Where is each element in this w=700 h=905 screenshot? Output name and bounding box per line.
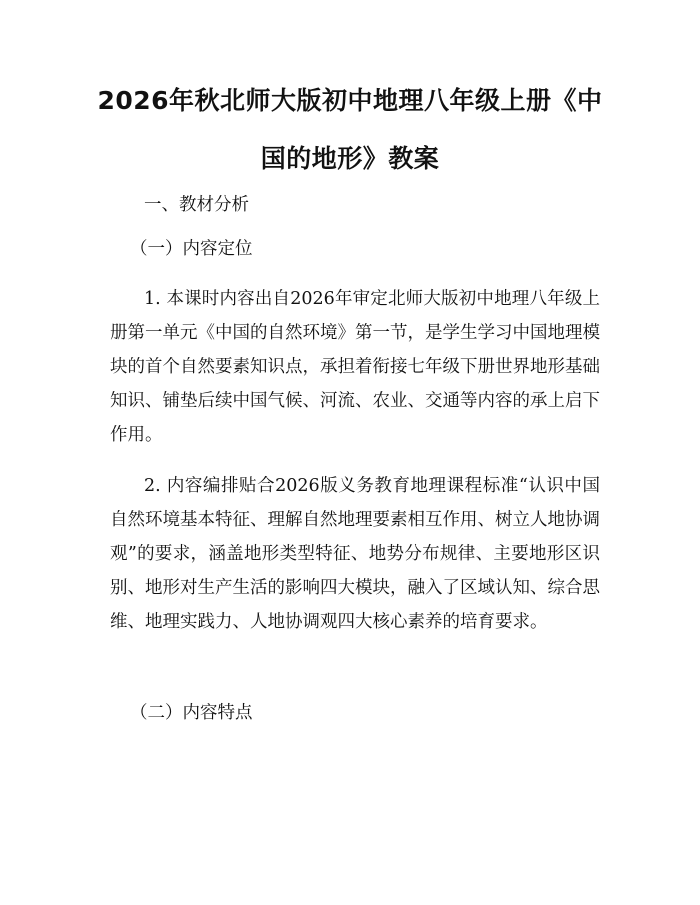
paragraph-curriculum-alignment: 2. 内容编排贴合2026版义务教育地理课程标准“认识中国自然环境基本特征、理解自然地理要素相互作用、树立人地协调观”的要求，涵盖地形类型特征、地势分布规律、主要地形区识别、地形对生产生活的影响四大模块，融入了区域认知、综合思维、地理实践力、人地协调观四大核心素养的培育要求。 — [110, 476, 600, 632]
paragraph-content-source: 1. 本课时内容出自2026年审定北师大版初中地理八年级上册第一单元《中国的自然环境》第一节，是学生学习中国地理模块的首个自然要素知识点，承担着衔接七年级下册世界地形基础知识、铺垫后续中国气候、河流、农业、交通等内容的承上启下作用。 — [110, 289, 600, 445]
subsection-heading-content-features: （二）内容特点 — [130, 703, 253, 723]
section-heading-teaching-material-analysis: 一、教材分析 — [144, 195, 249, 215]
document-title: 2026年秋北师大版初中地理八年级上册《中国的地形》教案 — [97, 86, 603, 173]
subsection-heading-content-positioning: （一）内容定位 — [130, 239, 253, 259]
